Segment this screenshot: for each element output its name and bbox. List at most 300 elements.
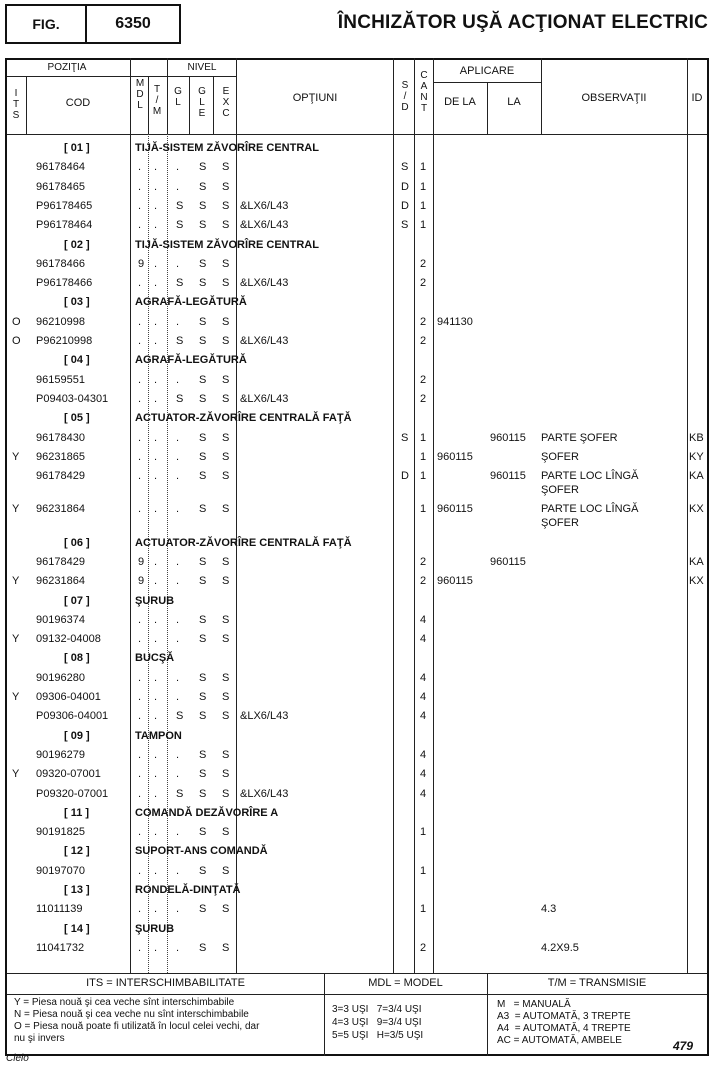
part-code: 96231864 <box>36 503 85 515</box>
section-number: [ 13 ] <box>64 884 90 896</box>
exc-cell: S <box>222 710 230 722</box>
its-cell: Y <box>12 451 20 463</box>
mdl-legend-line: 4=3 UŞI 9=3/4 UŞI <box>332 1017 422 1028</box>
tm-cell: . <box>154 393 158 405</box>
gle-cell: S <box>199 788 207 800</box>
pozitia-header: POZIŢIA <box>47 62 87 73</box>
quantity-cell: 4 <box>420 672 427 684</box>
la-header: LA <box>507 96 521 108</box>
sd-header: S / D <box>401 80 409 113</box>
exc-cell: S <box>222 768 230 780</box>
exc-cell: S <box>222 451 230 463</box>
cod-header: COD <box>65 97 91 109</box>
its-cell: Y <box>12 503 20 515</box>
its-cell: O <box>12 316 21 328</box>
exc-cell: S <box>222 316 230 328</box>
gl-cell: S <box>176 335 184 347</box>
side-cell: D <box>401 470 409 482</box>
exc-header: E X C <box>222 86 230 119</box>
gle-cell: S <box>199 503 207 515</box>
gl-cell: . <box>176 556 180 568</box>
gle-cell: S <box>199 672 207 684</box>
part-code: P96178466 <box>36 277 93 289</box>
id-cell: KY <box>689 451 704 463</box>
mdl-cell: . <box>138 181 142 193</box>
tm-cell: . <box>154 316 158 328</box>
tm-cell: . <box>154 503 158 515</box>
from-date-cell: 941130 <box>437 316 473 328</box>
tm-legend-line: A3 = AUTOMATĂ, 3 TREPTE <box>497 1011 631 1022</box>
tm-header: T / M <box>152 84 162 117</box>
tm-cell: . <box>154 903 158 915</box>
gl-cell: . <box>176 614 180 626</box>
mdl-cell: 9 <box>138 575 145 587</box>
quantity-cell: 2 <box>420 277 427 289</box>
exc-cell: S <box>222 556 230 568</box>
to-date-cell: 960115 <box>490 432 526 444</box>
mdl-cell: . <box>138 432 142 444</box>
section-number: [ 14 ] <box>64 923 90 935</box>
tm-cell: . <box>154 826 158 838</box>
gle-cell: S <box>199 942 207 954</box>
quantity-cell: 4 <box>420 768 427 780</box>
quantity-cell: 2 <box>420 556 427 568</box>
side-cell: S <box>401 432 409 444</box>
exc-cell: S <box>222 219 230 231</box>
its-cell: Y <box>12 768 20 780</box>
id-cell: KA <box>689 470 704 482</box>
quantity-cell: 2 <box>420 258 427 270</box>
quantity-cell: 1 <box>420 432 427 444</box>
gl-header: G L <box>174 86 182 108</box>
cant-header: C A N T <box>420 70 428 114</box>
part-code: 96178429 <box>36 556 85 568</box>
section-number: [ 01 ] <box>64 142 90 154</box>
options-cell: &LX6/L43 <box>240 200 289 212</box>
gl-cell: . <box>176 470 180 482</box>
tm-cell: . <box>154 633 158 645</box>
mdl-header: M D L <box>135 78 145 111</box>
nivel-header: NIVEL <box>187 62 217 73</box>
gl-cell: . <box>176 942 180 954</box>
optiuni-header: OPŢIUNI <box>292 92 338 104</box>
mdl-cell: . <box>138 614 142 626</box>
gl-cell: . <box>176 258 180 270</box>
part-code: 96159551 <box>36 374 85 386</box>
gl-cell: S <box>176 788 184 800</box>
mdl-cell: 9 <box>138 556 145 568</box>
observations-cell-line2: ŞOFER <box>541 517 579 529</box>
gle-cell: S <box>199 181 207 193</box>
gl-cell: . <box>176 374 180 386</box>
gle-cell: S <box>199 432 207 444</box>
part-code: P96178465 <box>36 200 93 212</box>
from-date-cell: 960115 <box>437 451 473 463</box>
side-cell: D <box>401 181 409 193</box>
gle-cell: S <box>199 200 207 212</box>
gle-cell: S <box>199 316 207 328</box>
tm-cell: . <box>154 258 158 270</box>
quantity-cell: 2 <box>420 942 427 954</box>
exc-cell: S <box>222 826 230 838</box>
gl-cell: . <box>176 865 180 877</box>
side-cell: D <box>401 200 409 212</box>
gle-cell: S <box>199 575 207 587</box>
section-number: [ 05 ] <box>64 412 90 424</box>
mdl-cell: . <box>138 691 142 703</box>
to-date-cell: 960115 <box>490 470 526 482</box>
gle-cell: S <box>199 258 207 270</box>
exc-cell: S <box>222 200 230 212</box>
id-cell: KB <box>689 432 704 444</box>
gl-cell: . <box>176 432 180 444</box>
exc-cell: S <box>222 374 230 386</box>
observations-cell-line2: ŞOFER <box>541 484 579 496</box>
gl-cell: . <box>176 181 180 193</box>
mdl-cell: . <box>138 710 142 722</box>
tm-cell: . <box>154 374 158 386</box>
gl-cell: . <box>176 575 180 587</box>
part-code: 90197070 <box>36 865 85 877</box>
quantity-cell: 2 <box>420 335 427 347</box>
section-name: RONDELĂ-DINŢATĂ <box>135 884 241 896</box>
exc-cell: S <box>222 614 230 626</box>
side-cell: S <box>401 219 409 231</box>
part-code: 11041732 <box>36 942 85 954</box>
quantity-cell: 1 <box>420 826 427 838</box>
tm-cell: . <box>154 200 158 212</box>
observations-cell: PARTE ŞOFER <box>541 432 618 444</box>
tm-cell: . <box>154 710 158 722</box>
section-name: ŞURUB <box>135 595 175 607</box>
part-code: 96210998 <box>36 316 85 328</box>
section-name: TIJĂ-SISTEM ZĂVORÎRE CENTRAL <box>135 239 319 251</box>
gl-cell: . <box>176 826 180 838</box>
gl-cell: . <box>176 672 180 684</box>
part-code: 96178465 <box>36 181 85 193</box>
exc-cell: S <box>222 903 230 915</box>
tm-cell: . <box>154 749 158 761</box>
id-cell: KA <box>689 556 704 568</box>
gle-cell: S <box>199 277 207 289</box>
its-legend-title: ITS = INTERSCHIMBABILITATE <box>86 977 245 989</box>
mdl-cell: . <box>138 451 142 463</box>
tm-cell: . <box>154 672 158 684</box>
part-code: 09306-04001 <box>36 691 101 703</box>
part-code: 96178464 <box>36 161 85 173</box>
from-date-cell: 960115 <box>437 575 473 587</box>
tm-cell: . <box>154 335 158 347</box>
observations-cell: PARTE LOC LÎNGĂ <box>541 470 639 482</box>
section-name: TIJĂ-SISTEM ZĂVORÎRE CENTRAL <box>135 142 319 154</box>
part-code: 11011139 <box>36 903 83 915</box>
quantity-cell: 4 <box>420 614 427 626</box>
part-code: 96231865 <box>36 451 85 463</box>
section-name: AGRAFĂ-LEGĂTURĂ <box>135 354 247 366</box>
observations-cell: PARTE LOC LÎNGĂ <box>541 503 639 515</box>
its-legend-line: Y = Piesa nouă şi cea veche sînt interschimbabile <box>14 997 235 1008</box>
section-name: BUCŞĂ <box>135 652 175 664</box>
its-cell: O <box>12 335 21 347</box>
mdl-cell: . <box>138 768 142 780</box>
tm-cell: . <box>154 181 158 193</box>
quantity-cell: 4 <box>420 633 427 645</box>
gl-cell: . <box>176 451 180 463</box>
tm-cell: . <box>154 768 158 780</box>
mdl-legend-line: 5=5 UŞI H=3/5 UŞI <box>332 1030 424 1041</box>
tm-cell: . <box>154 865 158 877</box>
gl-cell: . <box>176 903 180 915</box>
quantity-cell: 4 <box>420 691 427 703</box>
part-code: 90196374 <box>36 614 85 626</box>
section-name: AGRAFĂ-LEGĂTURĂ <box>135 296 247 308</box>
page-title: ÎNCHIZĂTOR UŞĂ ACŢIONAT ELECTRIC <box>337 12 708 33</box>
tm-cell: . <box>154 614 158 626</box>
part-code: 96178429 <box>36 470 85 482</box>
mdl-cell: . <box>138 826 142 838</box>
section-number: [ 03 ] <box>64 296 90 308</box>
section-number: [ 02 ] <box>64 239 90 251</box>
mdl-cell: . <box>138 865 142 877</box>
quantity-cell: 2 <box>420 393 427 405</box>
tm-cell: . <box>154 575 158 587</box>
mdl-cell: . <box>138 277 142 289</box>
quantity-cell: 1 <box>420 161 427 173</box>
mdl-cell: . <box>138 374 142 386</box>
section-number: [ 04 ] <box>64 354 90 366</box>
quantity-cell: 1 <box>420 181 427 193</box>
gle-cell: S <box>199 865 207 877</box>
exc-cell: S <box>222 633 230 645</box>
gl-cell: . <box>176 503 180 515</box>
fig-label-text: FIG. <box>32 16 60 32</box>
exc-cell: S <box>222 691 230 703</box>
mdl-cell: . <box>138 749 142 761</box>
section-number: [ 08 ] <box>64 652 90 664</box>
tm-cell: . <box>154 556 158 568</box>
gle-cell: S <box>199 335 207 347</box>
its-legend-line: N = Piesa nouă şi cea veche nu sînt interschimbabile <box>14 1009 249 1020</box>
exc-cell: S <box>222 161 230 173</box>
exc-cell: S <box>222 672 230 684</box>
tm-cell: . <box>154 219 158 231</box>
options-cell: &LX6/L43 <box>240 788 289 800</box>
quantity-cell: 1 <box>420 200 427 212</box>
mdl-cell: . <box>138 903 142 915</box>
gle-cell: S <box>199 374 207 386</box>
gle-cell: S <box>199 556 207 568</box>
gl-cell: S <box>176 277 184 289</box>
tm-legend-line: M = MANUALĂ <box>497 999 571 1010</box>
mdl-cell: . <box>138 672 142 684</box>
its-header: I T S <box>12 88 20 121</box>
gl-cell: . <box>176 633 180 645</box>
exc-cell: S <box>222 942 230 954</box>
tm-cell: . <box>154 451 158 463</box>
its-cell: Y <box>12 691 20 703</box>
mdl-legend-title: MDL = MODEL <box>368 977 443 989</box>
gle-cell: S <box>199 826 207 838</box>
gl-cell: S <box>176 393 184 405</box>
options-cell: &LX6/L43 <box>240 710 289 722</box>
id-cell: KX <box>689 503 704 515</box>
exc-cell: S <box>222 335 230 347</box>
exc-cell: S <box>222 393 230 405</box>
mdl-cell: . <box>138 393 142 405</box>
part-code: P09306-04001 <box>36 710 109 722</box>
quantity-cell: 2 <box>420 316 427 328</box>
section-name: ACTUATOR-ZĂVORÎRE CENTRALĂ FAŢĂ <box>135 537 352 549</box>
tm-cell: . <box>154 161 158 173</box>
section-number: [ 11 ] <box>64 807 90 819</box>
mdl-cell: . <box>138 316 142 328</box>
gl-cell: S <box>176 200 184 212</box>
quantity-cell: 1 <box>420 865 427 877</box>
section-number: [ 07 ] <box>64 595 90 607</box>
gle-header: G L E <box>198 86 206 119</box>
its-cell: Y <box>12 575 20 587</box>
gl-cell: . <box>176 768 180 780</box>
its-cell: Y <box>12 633 20 645</box>
part-code: 09320-07001 <box>36 768 101 780</box>
mdl-cell: . <box>138 200 142 212</box>
part-code: 96178466 <box>36 258 85 270</box>
section-name: ACTUATOR-ZĂVORÎRE CENTRALĂ FAŢĂ <box>135 412 352 424</box>
gle-cell: S <box>199 691 207 703</box>
tm-cell: . <box>154 788 158 800</box>
exc-cell: S <box>222 470 230 482</box>
gl-cell: . <box>176 161 180 173</box>
mdl-cell: . <box>138 219 142 231</box>
aplicare-header: APLICARE <box>459 65 515 77</box>
observations-cell: 4.2X9.5 <box>541 942 579 954</box>
fig-number-text: 6350 <box>115 15 151 32</box>
mdl-cell: . <box>138 503 142 515</box>
gle-cell: S <box>199 633 207 645</box>
exc-cell: S <box>222 258 230 270</box>
exc-cell: S <box>222 788 230 800</box>
part-code: 96178430 <box>36 432 85 444</box>
quantity-cell: 4 <box>420 710 427 722</box>
quantity-cell: 4 <box>420 788 427 800</box>
observatii-header: OBSERVAŢII <box>581 92 647 104</box>
side-cell: S <box>401 161 409 173</box>
section-number: [ 09 ] <box>64 730 90 742</box>
tm-cell: . <box>154 942 158 954</box>
section-number: [ 06 ] <box>64 537 90 549</box>
section-number: [ 12 ] <box>64 845 90 857</box>
gle-cell: S <box>199 749 207 761</box>
exc-cell: S <box>222 503 230 515</box>
part-code: 90191825 <box>36 826 85 838</box>
section-name: COMANDĂ DEZĂVORÎRE A <box>135 807 279 819</box>
observations-cell: ŞOFER <box>541 451 579 463</box>
gle-cell: S <box>199 470 207 482</box>
gle-cell: S <box>199 219 207 231</box>
gl-cell: . <box>176 316 180 328</box>
mdl-cell: . <box>138 335 142 347</box>
section-name: SUPORT-ANS COMANDĂ <box>135 845 268 857</box>
tm-cell: . <box>154 470 158 482</box>
exc-cell: S <box>222 575 230 587</box>
exc-cell: S <box>222 749 230 761</box>
quantity-cell: 1 <box>420 451 427 463</box>
gle-cell: S <box>199 903 207 915</box>
gle-cell: S <box>199 393 207 405</box>
part-code: P09403-04301 <box>36 393 109 405</box>
gl-cell: . <box>176 691 180 703</box>
quantity-cell: 1 <box>420 903 427 915</box>
tm-legend-line: A4 = AUTOMATĂ, 4 TREPTE <box>497 1023 631 1034</box>
part-code: 96231864 <box>36 575 85 587</box>
to-date-cell: 960115 <box>490 556 526 568</box>
quantity-cell: 1 <box>420 503 427 515</box>
gl-cell: . <box>176 749 180 761</box>
tm-legend-title: T/M = TRANSMISIE <box>547 977 647 989</box>
tm-cell: . <box>154 691 158 703</box>
mdl-cell: . <box>138 633 142 645</box>
gl-cell: S <box>176 710 184 722</box>
mdl-legend-line: 3=3 UŞI 7=3/4 UŞI <box>332 1004 422 1015</box>
exc-cell: S <box>222 432 230 444</box>
page-number: 479 <box>673 1039 694 1053</box>
part-code: P96178464 <box>36 219 93 231</box>
mdl-cell: . <box>138 942 142 954</box>
mdl-cell: . <box>138 788 142 800</box>
exc-cell: S <box>222 181 230 193</box>
id-header: ID <box>691 92 703 104</box>
part-code: P96210998 <box>36 335 93 347</box>
options-cell: &LX6/L43 <box>240 277 289 289</box>
tm-cell: . <box>154 277 158 289</box>
gle-cell: S <box>199 451 207 463</box>
mdl-cell: 9 <box>138 258 145 270</box>
part-code: 90196280 <box>36 672 85 684</box>
exc-cell: S <box>222 277 230 289</box>
exc-cell: S <box>222 865 230 877</box>
gle-cell: S <box>199 161 207 173</box>
quantity-cell: 4 <box>420 749 427 761</box>
options-cell: &LX6/L43 <box>240 219 289 231</box>
id-cell: KX <box>689 575 704 587</box>
quantity-cell: 2 <box>420 575 427 587</box>
quantity-cell: 1 <box>420 219 427 231</box>
options-cell: &LX6/L43 <box>240 393 289 405</box>
section-name: ŞURUB <box>135 923 175 935</box>
part-code: 90196279 <box>36 749 85 761</box>
gl-cell: S <box>176 219 184 231</box>
part-code: P09320-07001 <box>36 788 109 800</box>
mdl-cell: . <box>138 161 142 173</box>
quantity-cell: 2 <box>420 374 427 386</box>
part-code: 09132-04008 <box>36 633 101 645</box>
footer-left: Cielo <box>6 1053 29 1064</box>
de-la-header: DE LA <box>444 96 476 108</box>
gle-cell: S <box>199 710 207 722</box>
quantity-cell: 1 <box>420 470 427 482</box>
observations-cell: 4.3 <box>541 903 557 915</box>
gle-cell: S <box>199 768 207 780</box>
options-cell: &LX6/L43 <box>240 335 289 347</box>
section-name: TAMPON <box>135 730 182 742</box>
its-legend-line: O = Piesa nouă poate fi utilizată în locul celei vechi, dar <box>14 1021 260 1032</box>
from-date-cell: 960115 <box>437 503 473 515</box>
tm-cell: . <box>154 432 158 444</box>
gle-cell: S <box>199 614 207 626</box>
tm-legend-line: AC = AUTOMATĂ, AMBELE <box>497 1035 622 1046</box>
mdl-cell: . <box>138 470 142 482</box>
its-legend-line: nu şi invers <box>14 1033 65 1044</box>
